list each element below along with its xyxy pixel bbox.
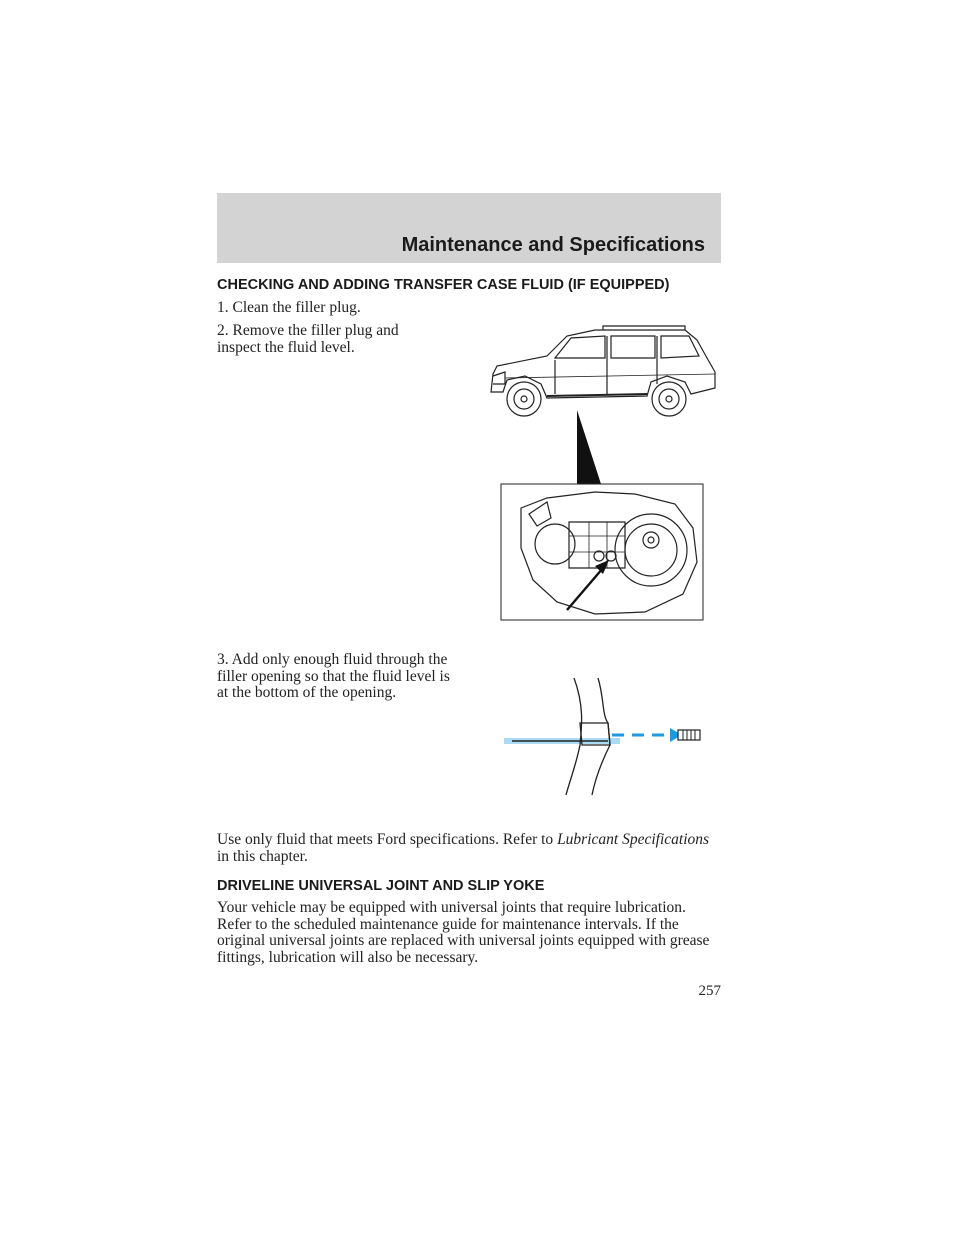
header-band — [217, 193, 721, 263]
page-header-title: Maintenance and Specifications — [401, 234, 705, 256]
note-text-suffix: in this chapter. — [217, 847, 308, 865]
lubricant-specifications-reference: Lubricant Specifications — [557, 831, 710, 848]
filler-plug-icon — [678, 730, 700, 740]
step-2-text: 2. Remove the filler plug and inspect the fluid level. — [217, 322, 399, 356]
note-text-prefix: Use only fluid that meets Ford specifications. Refer to — [217, 831, 558, 848]
section-heading-driveline: DRIVELINE UNIVERSAL JOINT AND SLIP YOKE — [217, 878, 545, 894]
step-3-text: 3. Add only enough fluid through the filler opening so that the fluid level is at the bottom of the opening. — [217, 651, 450, 701]
page-number: 257 — [698, 983, 721, 999]
vehicle-transfer-case-illustration — [485, 322, 725, 622]
fluid-level-illustration — [500, 675, 710, 800]
section-heading-transfer-case: CHECKING AND ADDING TRANSFER CASE FLUID (IF EQUIPPED) — [217, 277, 670, 293]
step-1-text: 1. Clean the filler plug. — [217, 299, 361, 316]
driveline-body-text: Your vehicle may be equipped with universal joints that require lubrication. Refer to the scheduled maintenance guide for maintenance intervals. If the original universal joints are replaced with universal joints equipped with grease fittings, lubrication will also be necessary. — [217, 899, 710, 966]
fluid-specification-note — [217, 832, 722, 865]
